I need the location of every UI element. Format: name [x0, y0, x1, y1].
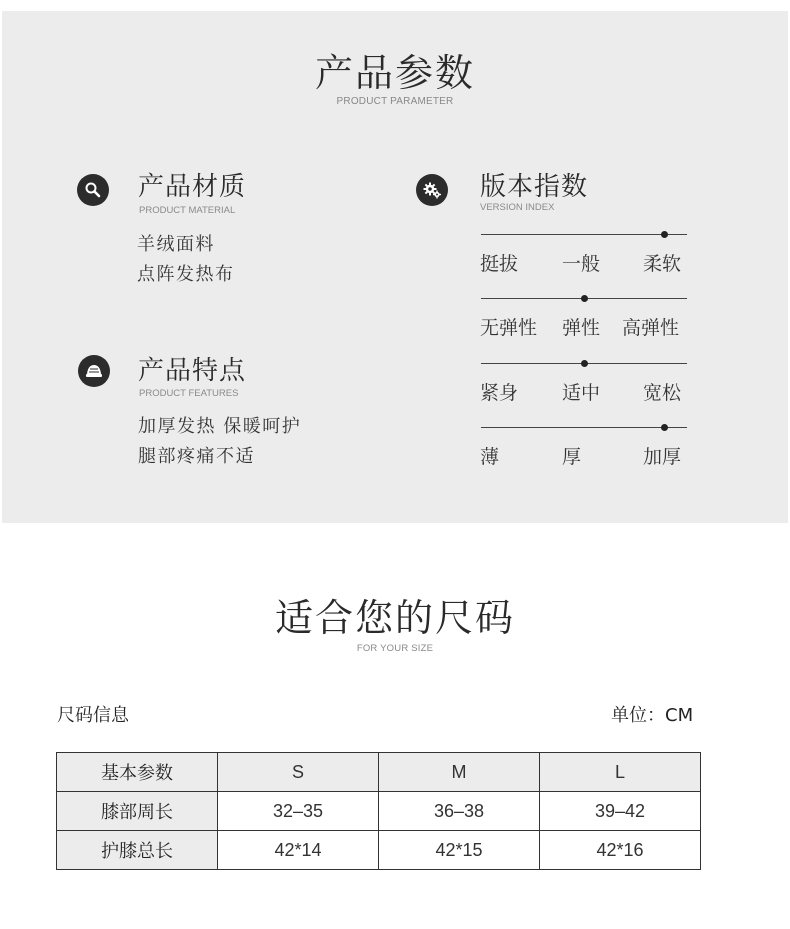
- table-cell: 39–42: [540, 792, 701, 831]
- features-subtitle: PRODUCT FEATURES: [139, 388, 239, 399]
- features-line-2: 腿部疼痛不适: [138, 446, 255, 467]
- size-table: [56, 752, 701, 870]
- material-line-1: 羊绒面料: [137, 234, 215, 255]
- material-line-2: 点阵发热布: [137, 264, 235, 285]
- table-cell: 42*16: [540, 831, 701, 870]
- table-header-cell: L: [540, 753, 701, 792]
- scale-label-right: 柔软: [643, 253, 682, 275]
- scale-label-left: 挺拔: [480, 253, 519, 275]
- scale-track: [481, 234, 687, 235]
- scale-label-left: 无弹性: [480, 317, 538, 339]
- table-cell: 42*15: [379, 831, 540, 870]
- table-row: [57, 831, 701, 870]
- table-header-cell: S: [218, 753, 379, 792]
- material-subtitle: PRODUCT MATERIAL: [139, 205, 236, 216]
- magnifier-icon: [77, 174, 109, 206]
- version-subtitle: VERSION INDEX: [480, 202, 555, 213]
- scale-label-middle: 厚: [562, 446, 582, 468]
- scale-label-middle: 弹性: [562, 317, 601, 339]
- params-title: 产品参数: [314, 51, 475, 95]
- table-header-cell: M: [379, 753, 540, 792]
- scale-track: [481, 363, 687, 364]
- table-row-label: 护膝总长: [57, 831, 218, 870]
- scale-indicator: [661, 424, 668, 431]
- params-subtitle: PRODUCT PARAMETER: [336, 96, 454, 107]
- table-cell: 42*14: [218, 831, 379, 870]
- version-title: 版本指数: [480, 172, 589, 202]
- scale-label-middle: 一般: [562, 253, 601, 275]
- scale-indicator: [581, 295, 588, 302]
- table-row-label: 膝部周长: [57, 792, 218, 831]
- material-title: 产品材质: [138, 172, 247, 202]
- unit-label: 单位：CM: [611, 705, 694, 726]
- table-header-cell: 基本参数: [57, 753, 218, 792]
- scale-track: [481, 298, 687, 299]
- scale-indicator: [661, 231, 668, 238]
- scale-label-left: 紧身: [480, 382, 519, 404]
- scale-label-right: 加厚: [643, 446, 682, 468]
- gears-icon: [416, 174, 448, 206]
- scale-label-middle: 适中: [562, 382, 601, 404]
- features-line-1: 加厚发热 保暖呵护: [138, 416, 302, 437]
- scale-label-right: 高弹性: [622, 317, 680, 339]
- scale-label-left: 薄: [480, 446, 500, 468]
- scale-label-right: 宽松: [643, 382, 682, 404]
- table-header-row: [57, 753, 701, 792]
- warm-hat-icon: [78, 355, 110, 387]
- table-cell: 36–38: [379, 792, 540, 831]
- scale-indicator: [581, 360, 588, 367]
- scale-track: [481, 427, 687, 428]
- size-title: 适合您的尺码: [274, 596, 515, 640]
- table-cell: 32–35: [218, 792, 379, 831]
- size-subtitle: FOR YOUR SIZE: [356, 643, 434, 654]
- table-row: [57, 792, 701, 831]
- features-title: 产品特点: [138, 356, 247, 386]
- size-info-label: 尺码信息: [57, 705, 129, 726]
